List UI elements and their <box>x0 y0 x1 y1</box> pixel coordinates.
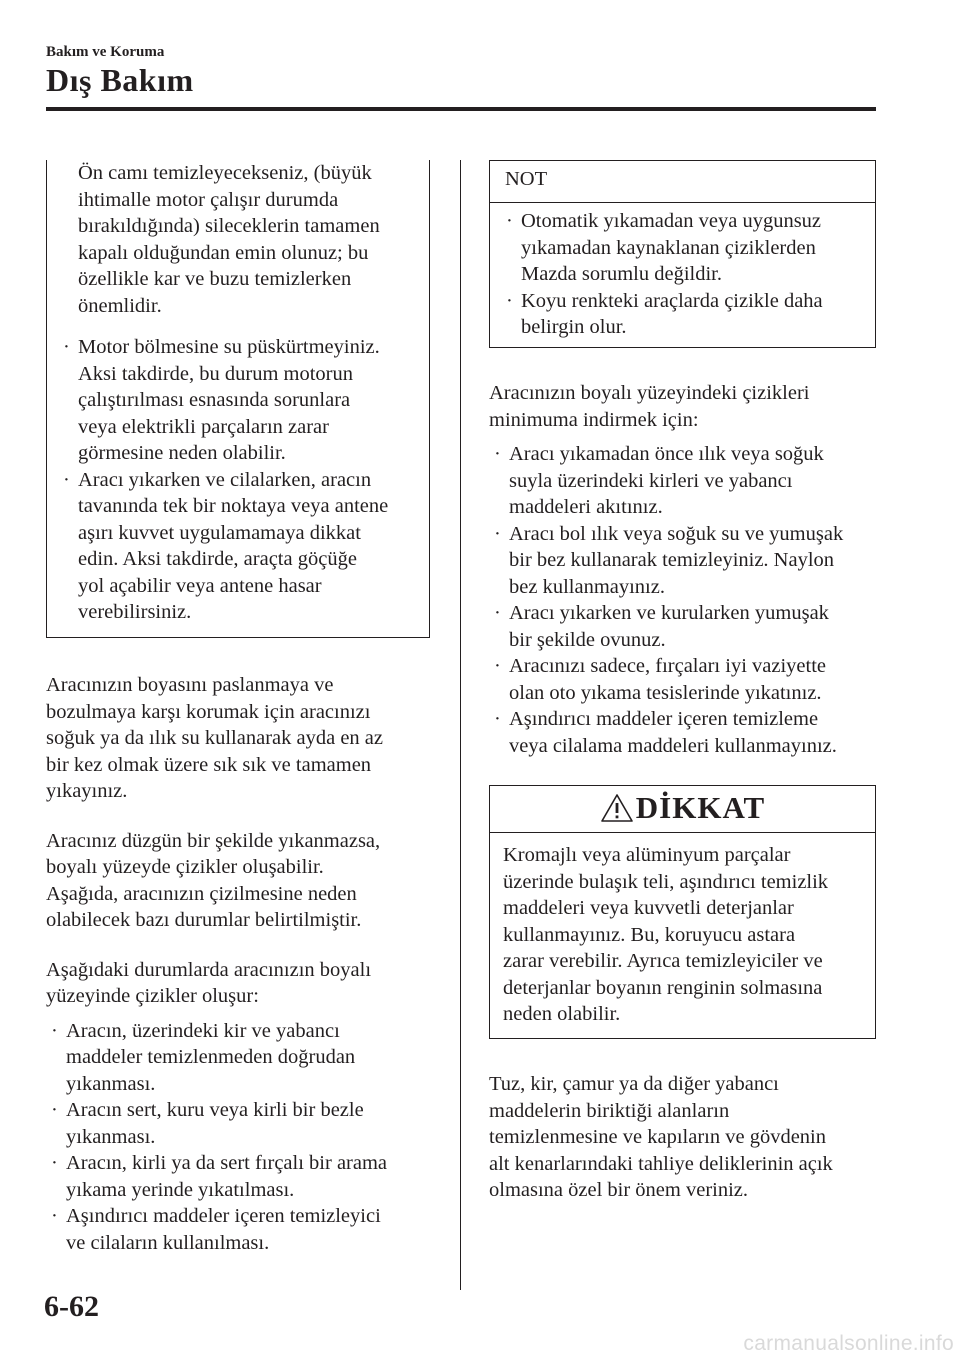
page-title: Dış Bakım <box>46 62 194 98</box>
paint-protection-paragraph: Aracınızın boyasını paslanmaya ve bozulmaya karşı korumak için aracınızı soğuk ya da ılık su kullanarak ayda en az bir kez olmak üzere sık sık ve tamamen yıkayınız. <box>46 674 383 802</box>
caution-header <box>490 786 875 832</box>
warning-bullet-list <box>58 334 430 626</box>
bullet-item: · Aşındırıcı maddeler içeren temizleyici ve cilaların kullanılması. <box>51 1205 381 1254</box>
bullet-dot: · <box>51 1099 58 1121</box>
note-bullet-list <box>501 208 871 341</box>
note-divider <box>490 202 875 203</box>
right-column-body <box>489 380 879 759</box>
improper-wash-paragraph: Aracınız düzgün bir şekilde yıkanmazsa, boyalı yüzeyde çizikler oluşabilir. Aşağıda, aracınızın çizilmesine neden olabilecek bazı durumlar belirtilmiştir. <box>46 829 381 931</box>
note-title: NOT <box>505 168 548 190</box>
bullet-dot: · <box>494 655 501 677</box>
drainage-paragraph: Tuz, kir, çamur ya da diğer yabancı maddelerin biriktiği alanların temizlenmesine ve kapıların ve gövdenin alt kenarlarındaki tahliye deliklerinin açık olmasına özel bir önem veriniz. <box>489 1073 833 1201</box>
bullet-dot: · <box>63 468 70 491</box>
title-rule <box>46 107 876 111</box>
warning-paragraph: Ön camı temizleyecekseniz, (büyük ihtimalle motor çalışır durumda bırakıldığında) sileceklerin tamamen kapalı olduğundan emin olunuz; bu özellikle kar ve buzu temizlerken önemlidir. <box>78 162 380 317</box>
bullet-dot: · <box>51 1019 58 1042</box>
page-number: 6-62 <box>44 1290 99 1323</box>
bullet-item: · Aracı yıkarken ve kurularken yumuşak bir şekilde ovunuz. <box>494 602 829 651</box>
left-column-body <box>46 672 441 1256</box>
bullet-dot: · <box>494 443 501 465</box>
scratch-causes-intro: Aşağıdaki durumlarda aracınızın boyalı yüzeyinde çizikler oluşur: <box>46 958 372 1007</box>
bullet-item: · Aracı yıkamadan önce ılık veya soğuk suyla üzerindeki kirleri ve yabancı maddeleri akıtınız. <box>494 443 824 518</box>
bullet-item: · Motor bölmesine su püskürtmeyiniz. Aksi takdirde, bu durum motorun çalıştırılması esnasında sorunlara veya elektrikli parçaların zarar görmesine neden olabilir. <box>63 336 380 464</box>
bullet-dot: · <box>51 1152 58 1174</box>
bullet-item: · Aracınızı sadece, fırçaları iyi vaziyette olan oto yıkama tesislerinde yıkatınız. <box>494 655 826 704</box>
note-box <box>489 160 876 348</box>
bullet-dot: · <box>494 522 501 545</box>
bullet-item: · Aracın sert, kuru veya kirli bir bezle yıkanması. <box>51 1099 364 1148</box>
bullet-item: · Koyu renkteki araçlarda çizikle daha belirgin olur. <box>506 289 823 338</box>
section-label: Bakım ve Koruma <box>46 44 165 60</box>
bullet-item: · Aracı yıkarken ve cilalarken, aracın tavanında tek bir noktaya veya antene aşırı kuvvet uygulamamaya dikkat edin. Aksi takdirde, araçta göçüğe yol açabilir veya antene hasar verebilirsiniz. <box>63 468 389 623</box>
warning-box-continued <box>46 160 430 638</box>
bullet-item: · Aracın, üzerindeki kir ve yabancı maddeler temizlenmeden doğrudan yıkanması. <box>51 1019 356 1095</box>
bullet-item: · Otomatik yıkamadan veya uygunsuz yıkamadan kaynaklanan çiziklerden Mazda sorumlu değildir. <box>506 210 822 285</box>
caution-divider <box>490 832 875 833</box>
scratch-causes-list <box>46 1018 441 1257</box>
bullet-dot: · <box>51 1205 58 1227</box>
watermark: carmanualsonline.info <box>743 1332 954 1355</box>
minimize-scratches-list <box>489 441 879 759</box>
bullet-dot: · <box>506 210 513 232</box>
minimize-scratches-intro: Aracınızın boyalı yüzeyindeki çizikleri minimuma indirmek için: <box>489 382 810 431</box>
caution-text: Kromajlı veya alüminyum parçalar üzerinde bulaşık teli, aşındırıcı temizlik maddeleri veya kuvvetli deterjanlar kullanmayınız. Bu, koruyucu astara zarar verebilir. Ayrıca temizleyiciler ve deterjanlar boyanın renginin solmasına neden olabilir. <box>503 844 829 1025</box>
bullet-item: · Aracı bol ılık veya soğuk su ve yumuşak bir bez kullanarak temizleyiniz. Naylon bez kullanmayınız. <box>494 522 844 598</box>
bullet-dot: · <box>494 602 501 624</box>
bullet-dot: · <box>506 289 513 312</box>
bullet-item: · Aşındırıcı maddeler içeren temizleme veya cilalama maddeleri kullanmayınız. <box>494 708 837 757</box>
column-divider <box>460 160 461 1290</box>
bullet-dot: · <box>494 708 501 730</box>
bullet-item: · Aracın, kirli ya da sert fırçalı bir arama yıkama yerinde yıkatılması. <box>51 1152 388 1201</box>
warning-triangle-icon <box>600 793 634 823</box>
caution-box <box>489 785 876 1039</box>
caution-title: DİKKAT <box>635 790 766 825</box>
bullet-dot: · <box>63 336 70 358</box>
